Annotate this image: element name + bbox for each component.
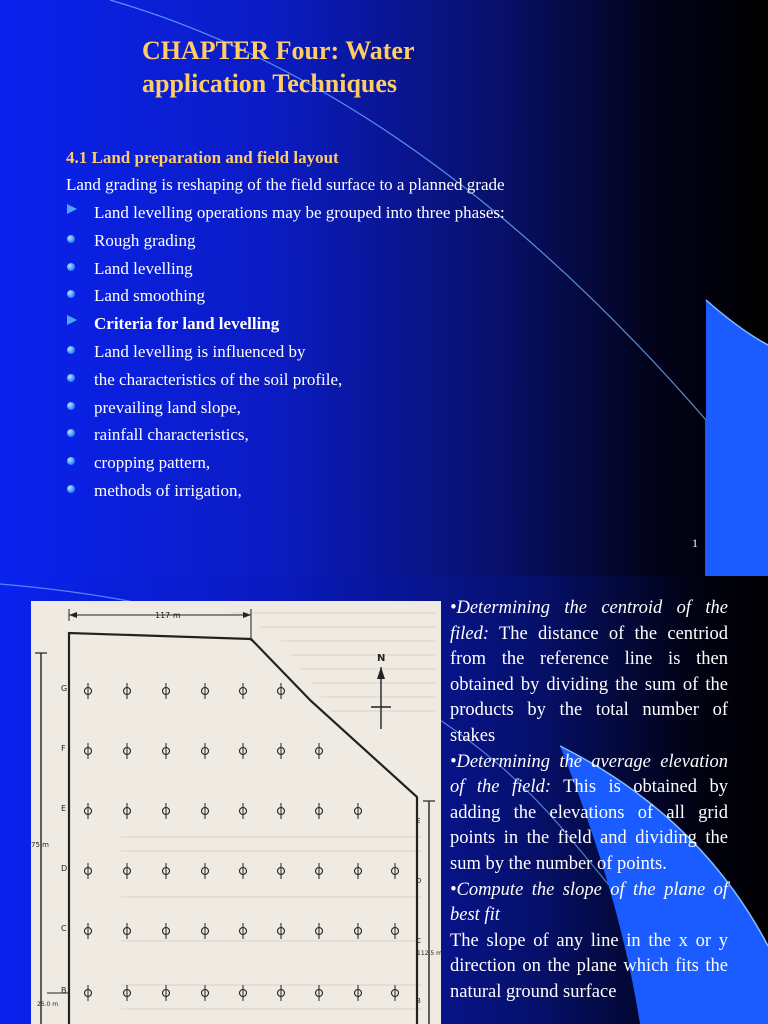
dot-bullet-icon (67, 485, 75, 493)
right-label-c: C (416, 937, 421, 945)
title-line-2: application Techniques (142, 69, 398, 98)
slide-title (142, 34, 562, 100)
north-label: N (377, 653, 386, 664)
field-grid-diagram (31, 601, 441, 1024)
arrow-bullet-icon (67, 204, 77, 214)
list-item (66, 396, 505, 424)
row-label-b: B (61, 986, 67, 995)
section-heading: 4.1 Land preparation and field layout (66, 148, 339, 167)
dot-bullet-icon (67, 402, 75, 410)
list-item (66, 312, 505, 340)
title-line-1: CHAPTER Four: Water (142, 36, 415, 65)
dot-bullet-icon (67, 346, 75, 354)
row-label-f: F (61, 744, 66, 753)
slide-2 (0, 576, 768, 1024)
list-item-text: prevailing land slope, (94, 397, 241, 417)
field-layout-figure (31, 601, 441, 1024)
paragraph-centroid (450, 596, 728, 750)
dot-bullet-icon (67, 429, 75, 437)
arrow-bullet-icon (67, 315, 77, 325)
list-item (66, 229, 505, 257)
average-elevation-body: This is obtained by adding the elevations of all grid points in the field and dividing the sum by the number of points. (450, 777, 728, 874)
list-item-text: Criteria for land levelling (94, 314, 280, 334)
row-label-d: D (61, 864, 68, 873)
paragraph-average-elevation (450, 750, 728, 878)
list-item-text: Land levelling (94, 258, 193, 278)
list-item-text: Land levelling is influenced by (94, 341, 306, 361)
row-label-c: C (61, 924, 67, 933)
slope-heading: •Compute the slope of the plane of best fit (450, 879, 728, 926)
list-item (66, 368, 505, 396)
list-item-text: the characteristics of the soil profile, (94, 369, 343, 389)
centroid-body: The distance of the centriod from the reference line is then obtained by dividing the sum of the products by the total number of stakes (450, 623, 728, 746)
average-elevation-heading: •Determining the average elevation of the field: (450, 751, 728, 798)
dot-bullet-icon (67, 263, 75, 271)
list-item-text: Land levelling operations may be grouped into three phases: (94, 203, 505, 222)
right-label-b: B (416, 997, 421, 1005)
centroid-heading: •Determining the centroid of the filed: (450, 598, 728, 644)
list-item-text: Rough grading (94, 230, 196, 250)
dot-bullet-icon (67, 457, 75, 465)
list-item (66, 257, 505, 285)
right-label-e: E (416, 817, 421, 825)
row-label-g: G (61, 684, 68, 693)
dot-bullet-icon (67, 235, 75, 243)
left-dimension-label: 75 m (31, 841, 49, 849)
top-dimension-label: 117 m (155, 611, 181, 620)
dot-bullet-icon (67, 290, 75, 298)
right-dimension-label: 112.5 m (417, 950, 441, 957)
intro-text: Land grading is reshaping of the field surface to a planned grade (66, 175, 505, 194)
dot-bullet-icon (67, 374, 75, 382)
list-item (66, 423, 505, 451)
description-text (450, 596, 728, 1006)
bullet-list (66, 201, 505, 507)
bottom-left-dimension-label: 25.0 m (37, 1001, 59, 1008)
list-item-text: methods of irrigation, (94, 480, 242, 500)
list-item-text: rainfall characteristics, (94, 425, 249, 445)
list-item (66, 340, 505, 368)
row-label-e: E (61, 804, 67, 813)
list-item (66, 201, 505, 229)
list-item (66, 479, 505, 507)
list-item-text: Land smoothing (94, 286, 205, 306)
page-number: 1 (692, 536, 698, 550)
list-item-text: cropping pattern, (94, 453, 211, 473)
list-item (66, 451, 505, 479)
paragraph-slope-body: The slope of any line in the x or y direction on the plane which fits the natural ground surface (450, 930, 728, 1002)
paragraph-slope-heading (450, 878, 728, 929)
right-label-d: D (416, 877, 422, 885)
list-item (66, 284, 505, 312)
